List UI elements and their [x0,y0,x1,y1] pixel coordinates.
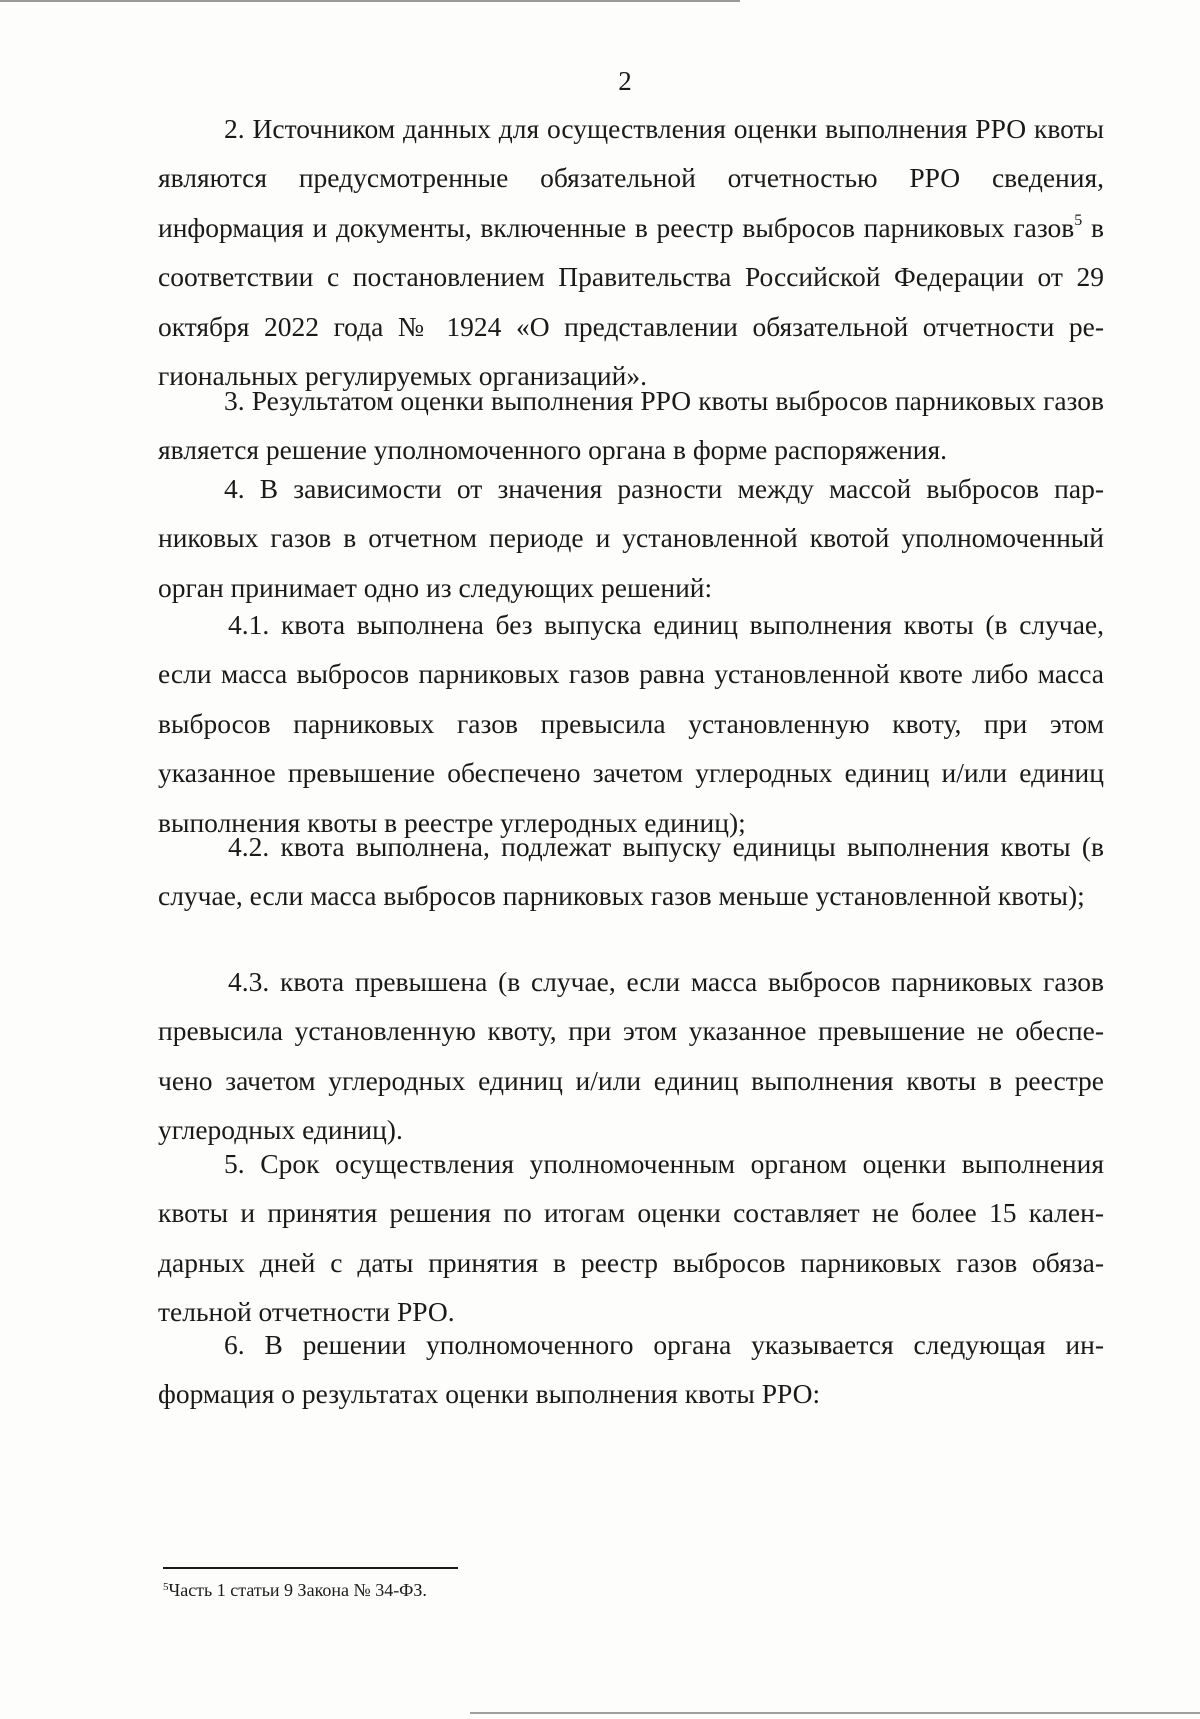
footnote-text: Часть 1 статьи 9 Закона № 34-ФЗ. [168,1580,427,1600]
footnote-reference: 5 [1074,211,1083,229]
scan-edge-top [0,0,740,2]
page-number: 2 [618,66,632,96]
paragraph-4: 4. В зависимости от значения разности между массой выбросов парниковых газов в отчетном периоде и установленной квотой уполномоченный орган принимает одно из следующих решений: [158,473,1104,603]
paragraph-4-1: 4.1. квота выполнена без выпуска единиц выполнения квоты (в случае, если масса выбросов парниковых газов равна установленной квоте либо масса выбросов парниковых газов превысила установленную квоту, при этом указанное превышение обеспечено зачетом углеродных единиц и/или единиц выполнения квоты в реестре углеродных единиц); [158,609,1104,838]
paragraph-3: 3. Результатом оценки выполнения РРО квоты выбросов парниковых газов является решение уполномоченного органа в форме распоряжения. [158,385,1104,466]
paragraph-2-text: 2. Источником данных для осуществления оценки выполнения РРО квоты являются предусмотренные обязательной отчетностью РРО сведения, информация и документы, включенные в реестр выбросов парниковых газов [158,113,1104,243]
footnote [163,1578,427,1602]
paragraph-5: 5. Срок осуществления уполномоченным органом оценки выполнения квоты и принятия решения по итогам оценки составляет не более 15 календарных дней с даты принятия в реестр выбросов парниковых газов обязательной отчетности РРО. [158,1148,1104,1328]
scan-edge-bottom [470,1712,1200,1714]
footnote-separator [163,1567,458,1569]
paragraph-6: 6. В решении уполномоченного органа указывается следующая информация о результатах оценки выполнения квоты РРО: [158,1329,1104,1410]
paragraph-4-3: 4.3. квота превышена (в случае, если масса выбросов парниковых газов превысила установленную квоту, при этом указанное превышение не обеспечено зачетом углеродных единиц и/или единиц выполнения квоты в реестре углеродных единиц). [158,966,1104,1146]
footnote-marker: 5 [163,1581,169,1593]
paragraph-2-text-continued: в соответствии с постановлением Правительства Российской Федерации от 29 октября 2022 года № 1924 «О представлении обязательной отчетности региональных регулируемых организаций». [158,211,1104,392]
paragraph-4-2: 4.2. квота выполнена, подлежат выпуску единицы выполнения квоты (в случае, если масса выбросов парниковых газов меньше установленной квоты); [158,831,1104,912]
paragraph-2 [158,104,1104,400]
